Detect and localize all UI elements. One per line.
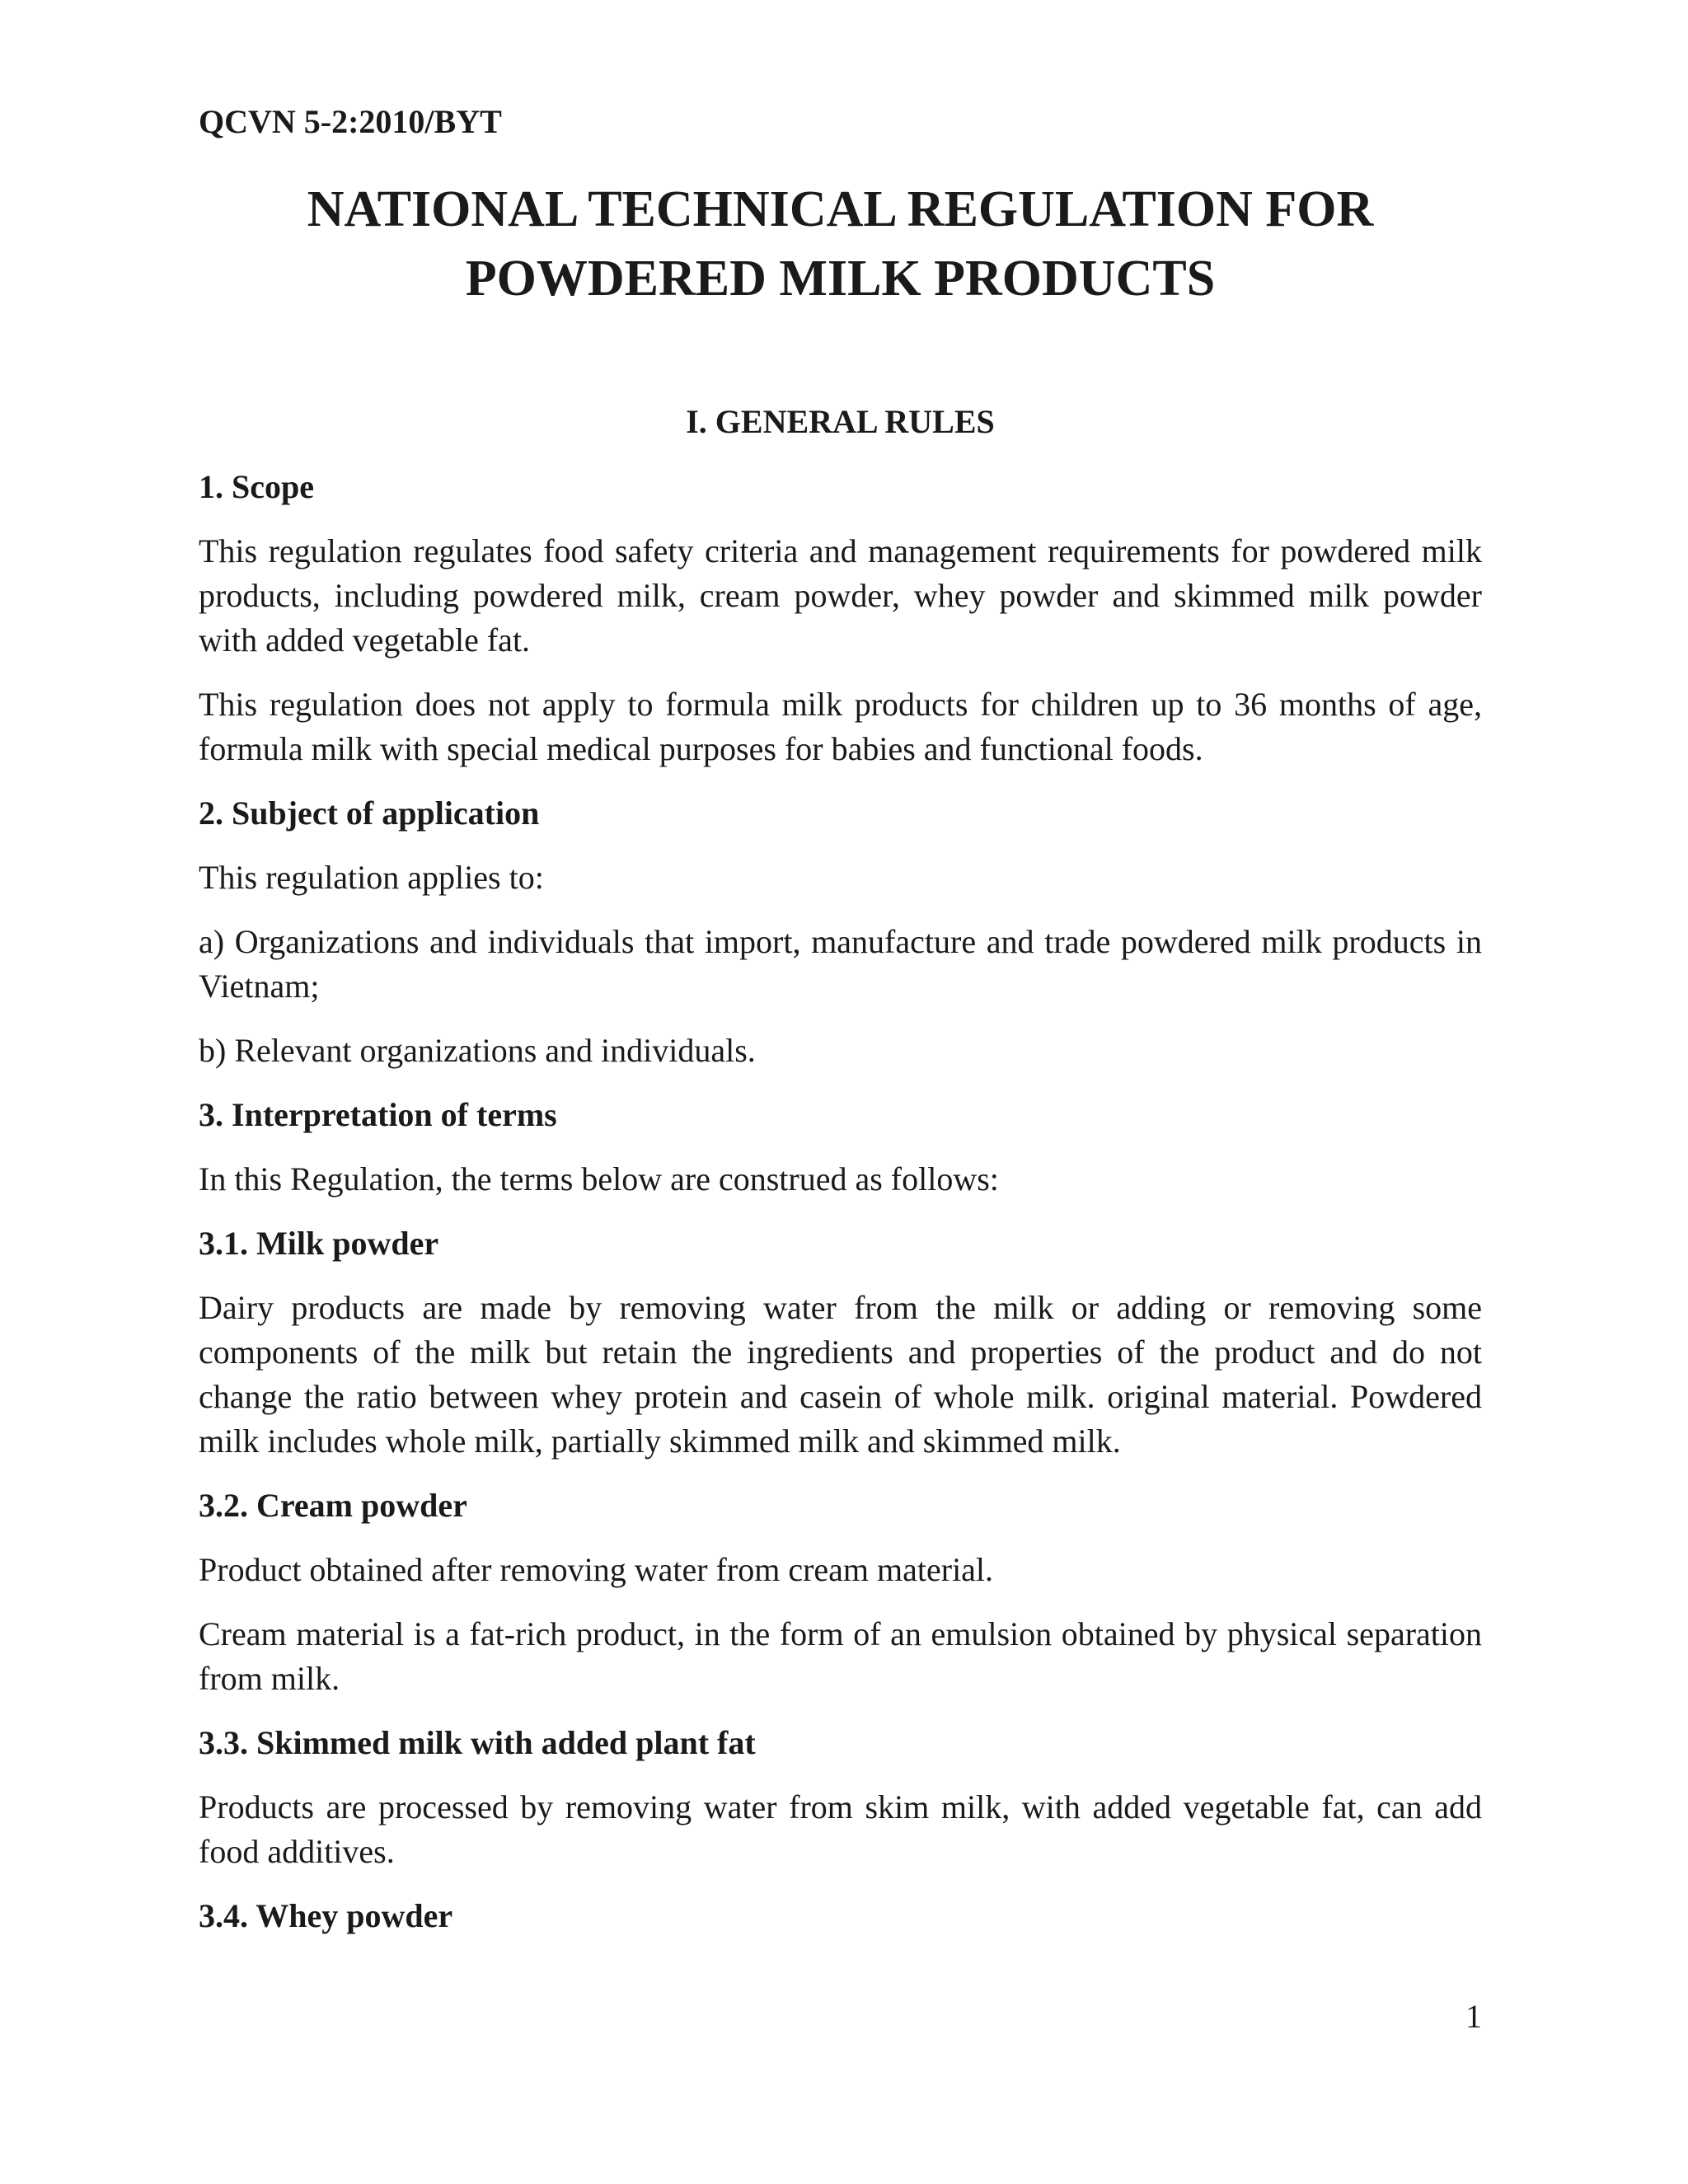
terms-heading: 3. Interpretation of terms (199, 1096, 557, 1133)
term-cream-powder-paragraph-2: Cream material is a fat-rich product, in the form of an emulsion obtained by physical separation from milk. (199, 1615, 1482, 1697)
term-skimmed-milk-plant-fat-paragraph: Products are processed by removing water from skim milk, with added vegetable fat, can add food additives. (199, 1788, 1482, 1870)
document-body (199, 399, 1482, 1958)
subject-item-b: b) Relevant organizations and individuals. (199, 1032, 756, 1069)
terms-paragraph: In this Regulation, the terms below are construed as follows: (199, 1160, 999, 1197)
page-number: 1 (1465, 1998, 1482, 2035)
scope-paragraph-2: This regulation does not apply to formula milk products for children up to 36 months of age, formula milk with special medical purposes for babies and functional foods. (199, 686, 1482, 767)
document-page (199, 0, 1482, 2184)
term-milk-powder-heading: 3.1. Milk powder (199, 1225, 439, 1262)
term-milk-powder-paragraph: Dairy products are made by removing water from the milk or adding or removing some components of the milk but retain the ingredients and properties of the product and do not change the ratio between whey protein and casein of whole milk. original material. Powdered milk includes whole milk, partially skimmed milk and skimmed milk. (199, 1289, 1482, 1460)
scope-heading: 1. Scope (199, 468, 314, 505)
term-cream-powder-heading: 3.2. Cream powder (199, 1487, 467, 1524)
scope-paragraph-1: This regulation regulates food safety criteria and management requirements for powdered milk products, including powdered milk, cream powder, whey powder and skimmed milk powder with added vegetable fat. (199, 532, 1482, 658)
document-title (199, 175, 1482, 313)
term-skimmed-milk-plant-fat-heading: 3.3. Skimmed milk with added plant fat (199, 1724, 756, 1761)
term-whey-powder-heading: 3.4. Whey powder (199, 1897, 453, 1934)
document-title-line-1: NATIONAL TECHNICAL REGULATION FOR (307, 181, 1374, 237)
document-code: QCVN 5-2:2010/BYT (199, 103, 502, 140)
subject-item-a: a) Organizations and individuals that import, manufacture and trade powdered milk products in Vietnam; (199, 923, 1482, 1005)
subject-heading: 2. Subject of application (199, 794, 540, 832)
document-title-line-2: POWDERED MILK PRODUCTS (465, 251, 1216, 307)
term-cream-powder-paragraph-1: Product obtained after removing water from cream material. (199, 1551, 994, 1588)
subject-paragraph: This regulation applies to: (199, 859, 544, 896)
section-heading-general-rules: I. GENERAL RULES (686, 403, 995, 440)
